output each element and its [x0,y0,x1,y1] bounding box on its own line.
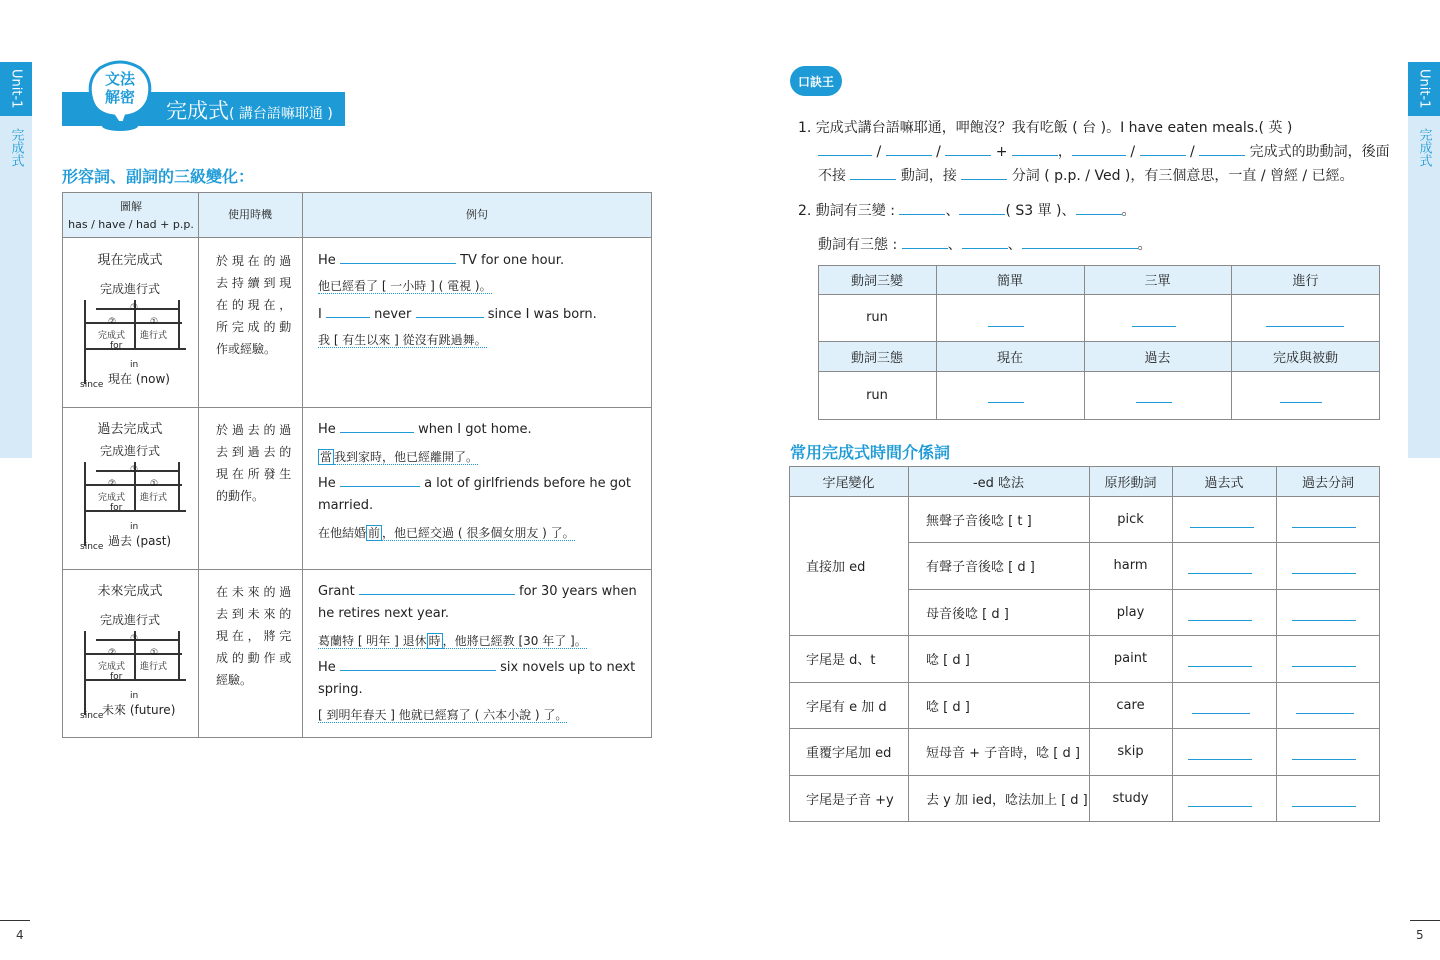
example-en-cont: he retires next year. [318,606,449,621]
ed-sound: 短母音 + 子音時，唸 [ d ] [926,746,1080,761]
ed-header: 過去式 [1204,475,1244,491]
timeline-diagram: ③ ② ① 完成式 for 進行式 in since 過去 (past) [82,462,186,538]
unit-label: Unit-1 [1408,62,1440,116]
tense-name: 現在完成式 [97,253,163,268]
header-title: 完成式( 講台語嘛耶通 ) [166,99,333,123]
ed-verb: care [1116,697,1145,713]
unit-topic: 完成式 [1416,128,1432,167]
example-en: I never since I was born. [318,307,597,322]
col-header-usage: 使用時機 [228,208,272,221]
left-side-tab [0,62,32,458]
timeline-diagram: ③ ② ① 完成式 for 進行式 in since 現在 (now) [82,300,186,376]
verb-header: 簡單 [996,274,1023,289]
example-en-cont: married. [318,498,374,513]
ed-verb: skip [1117,744,1144,759]
ed-sound: 有聲子音後唸 [ d ] [926,560,1035,575]
timeline-diagram: ③ ② ① 完成式 for 進行式 in since 未來 (future) [82,631,186,707]
example-zh: 在他結婚 前 ，他已經交過 ( 很多個女朋友 ) 了。 [318,526,575,540]
tense-sub: 完成進行式 [99,613,160,627]
example-en: He a lot of girlfriends before he got [318,476,632,491]
example-zh: 葛蘭特 [ 明年 ] 退休 時 ，他將已經教 [30 年了 ]。 [318,634,587,648]
example-en: He when I got home. [318,422,532,437]
ed-change: 重覆字尾加 ed [806,746,892,761]
q2-line2: 動詞有三態 : 、 、 。 [818,237,1152,253]
example-zh: 我 [ 有生以來 ] 從沒有跳過舞。 [318,333,487,347]
verb-cell: run [866,310,888,325]
verb-header: 進行 [1292,274,1319,289]
example-en: He six novels up to next [318,660,636,675]
ed-header: 過去分詞 [1301,475,1354,491]
verb-header: 三單 [1144,274,1171,289]
q2-line1: 2. 動詞有三變 : 、 ( S3 單 )、 。 [798,203,1136,219]
page-number-right: 5 [1416,928,1424,942]
col-header-example: 例句 [466,208,488,221]
usage-text: 在 未 來 的 過 去 到 未 來 的 現 在 ， 將 完 成 的 動 作 或 經驗。 [216,585,292,687]
ed-sound: 去 y 加 ied，唸法加上 [ d ] [926,792,1088,808]
example-zh: 他已經看了 [ 一小時 ] ( 電視 )。 [318,279,492,293]
ed-sound: 無聲子音後唸 [ t ] [926,513,1032,529]
unit-label: Unit-1 [0,62,32,116]
ed-sound: 唸 [ d ] [926,699,970,715]
q1-line3: 不接 動詞，接 分詞 ( p.p. / Ved )，有三個意思，一直 / 曾經 / 已經。 [818,168,1354,184]
ed-verb: study [1112,790,1149,806]
usage-text: 於 過 去 的 過 去 到 過 去 的 現 在 所 發 生 的動作。 [216,423,292,503]
ed-verb: paint [1113,651,1148,666]
tense-sub: 完成進行式 [99,444,160,458]
ed-verb: pick [1117,511,1144,527]
verb-header: 完成與被動 [1272,350,1338,366]
tense-name: 未來完成式 [97,584,163,599]
example-en-cont: spring. [318,682,363,697]
usage-text: 於 現 在 的 過 去 持 續 到 現 在 的 現 在 ， 所 完 成 的 動 作或經驗。 [216,254,292,356]
q1-line1: 1. 完成式講台語嘛耶通，呷飽沒？我有吃飯 ( 台 )。I have eaten meals.( 英 ) [798,120,1293,136]
ed-verb: play [1116,604,1145,620]
ed-change: 字尾是子音 +y [806,792,894,808]
ed-sound: 唸 [ d ] [926,653,970,668]
page-number-left: 4 [16,928,24,942]
verb-header: 動詞三態 [850,350,903,366]
right-side-tab [1408,62,1440,458]
verb-cell: run [866,387,888,403]
example-en: He TV for one hour. [318,253,565,268]
example-zh: 當 我到家時，他已經離開了。 [320,450,479,464]
q1-line2: / / + ， / / 完成式的助動詞，後面 [818,140,1390,164]
section-title-adj: 形容詞、副詞的三級變化： [62,167,255,186]
section-title-ed: 常用完成式時間介係詞 [790,443,951,462]
unit-topic: 完成式 [8,128,24,167]
ed-change: 字尾有 e 加 d [806,699,887,715]
mnemonic-badge: 口訣王 [790,66,842,96]
badge-text: 文法 解密 [104,70,135,106]
ed-change: 字尾是 d、t [806,653,876,668]
verb-header: 動詞三變 [850,274,903,289]
ed-header: -ed 唸法 [972,475,1025,491]
ed-header: 原形動詞 [1104,475,1157,491]
verb-header: 現在 [996,350,1023,366]
example-zh: [ 到明年春天 ] 他就已經寫了 ( 六本小說 ) 了。 [318,708,568,722]
ed-header: 字尾變化 [822,475,875,491]
verb-header: 過去 [1144,350,1171,366]
ed-verb: harm [1113,558,1148,573]
tense-sub: 完成進行式 [99,282,160,296]
ed-sound: 母音後唸 [ d ] [926,606,1009,622]
ed-change: 直接加 ed [806,560,866,575]
example-en: Grant for 30 years when [318,584,637,599]
tense-name: 過去完成式 [97,422,163,437]
col-header-diagram: 圖解 has / have / had + p.p. [68,200,194,231]
